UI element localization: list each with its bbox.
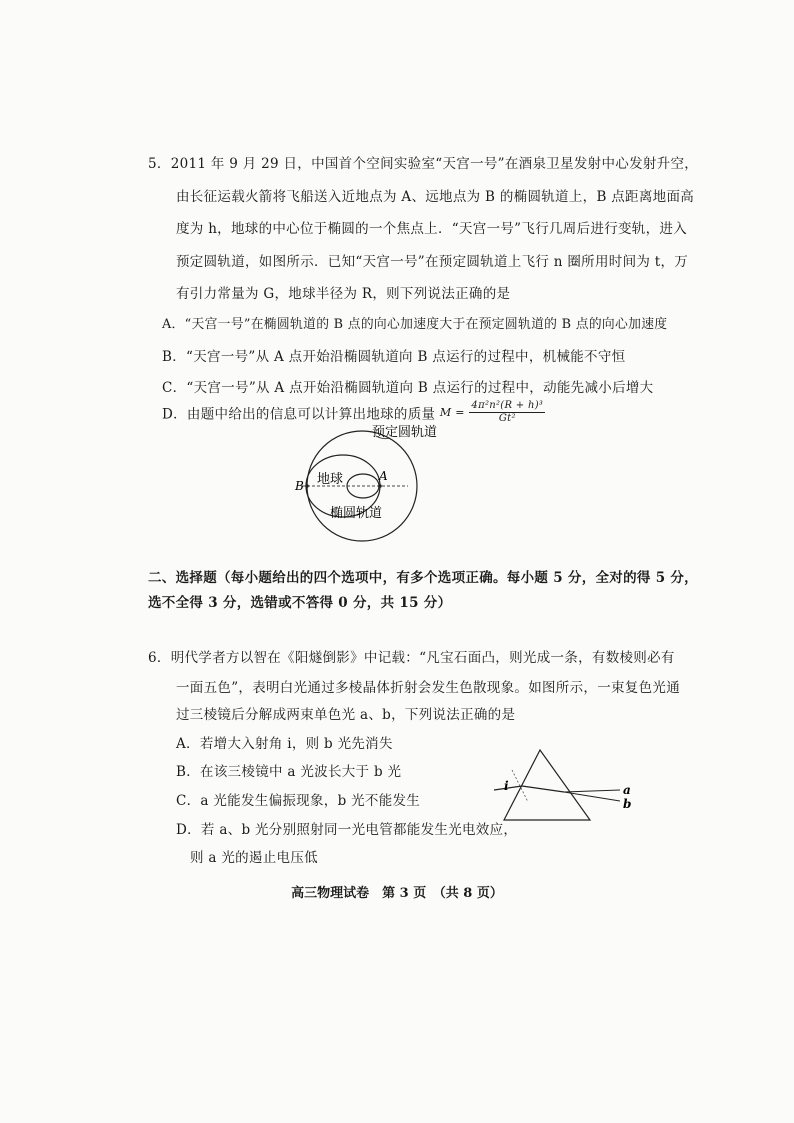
q5-stem-line-4: 预定圆轨道，如图所示．已知“天宫一号”在预定圆轨道上飞行 n 圈所用时间为 t，万: [176, 254, 689, 270]
mass-formula-denominator: Gt²: [498, 413, 516, 424]
page-footer: 高三物理试卷 第 3 页 （共 8 页）: [291, 886, 503, 901]
point-a-label: A: [379, 469, 388, 483]
point-b-label: B: [295, 479, 304, 493]
section-2-line-2: 选不全得 3 分，选错或不答得 0 分，共 15 分）: [148, 595, 452, 611]
angle-i-label: i: [504, 779, 509, 793]
q5-stem-line-2: 由长征运载火箭将飞船送入近地点为 A、远地点为 B 的椭圆轨道上，B 点距离地面高: [176, 189, 695, 205]
ray-b-line: [564, 792, 620, 801]
q5-stem-line-1: 5．2011 年 9 月 29 日，中国首个空间实验室“天宫一号”在酒泉卫星发射中心发射升空，: [148, 156, 699, 172]
ray-b-label: b: [623, 797, 632, 811]
q5-stem-line-5: 有引力常量为 G，地球半径为 R，则下列说法正确的是: [176, 286, 511, 302]
q5-stem-line-3: 度为 h，地球的中心位于椭圆的一个焦点上．“天宫一号”飞行几周后进行变轨，进入: [176, 221, 687, 237]
q5-option-c: C．“天宫一号”从 A 点开始沿椭圆轨道向 B 点运行的过程中，动能先减小后增大: [162, 380, 654, 396]
refracted-ray: [522, 786, 564, 792]
elliptical-orbit-label: 椭圆轨道: [330, 506, 383, 521]
q6-stem-line-3: 过三棱镜后分解成两束单色光 a、b，下列说法正确的是: [176, 707, 516, 723]
q5-option-b: B．“天宫一号”从 A 点开始沿椭圆轨道向 B 点运行的过程中，机械能不守恒: [162, 349, 626, 365]
orbit-diagram: [290, 418, 440, 543]
q6-option-a: A．若增大入射角 i，则 b 光先消失: [176, 736, 393, 752]
q5-option-d-text: D．由题中给出的信息可以计算出地球的质量: [162, 406, 436, 423]
q5-option-a: A．“天宫一号”在椭圆轨道的 B 点的向心加速度大于在预定圆轨道的 B 点的向心加速度: [162, 317, 668, 332]
ray-a-line: [564, 790, 620, 792]
q6-stem-line-2: 一面五色”，表明白光通过多棱晶体折射会发生色散现象。如图所示，一束复色光通: [176, 680, 681, 696]
q6-option-c: C．a 光能发生偏振现象，b 光不能发生: [176, 793, 421, 809]
section-2-line-1: 二、选择题（每小题给出的四个选项中，有多个选项正确。每小题 5 分，全对的得 5 分，: [148, 570, 698, 586]
circular-orbit-label: 预定圆轨道: [372, 425, 438, 440]
point-a-marker: [378, 484, 382, 488]
q6-option-d-line-1: D．若 a、b 光分别照射同一光电管都能发生光电效应，: [176, 822, 518, 838]
ray-a-label: a: [623, 783, 631, 797]
q6-option-b: B．在该三棱镜中 a 光波长大于 b 光: [176, 764, 402, 780]
prism-diagram: [492, 748, 642, 828]
mass-formula: [469, 400, 545, 425]
q6-stem-line-1: 6．明代学者方以智在《阳燧倒影》中记载：“凡宝石面凸，则光成一条，有数棱则必有: [148, 650, 675, 666]
q5-option-d-lhs: M =: [439, 406, 465, 419]
q6-option-d-line-2: 则 a 光的遏止电压低: [190, 850, 318, 866]
prism-shape: [504, 750, 590, 820]
earth-label: 地球: [317, 472, 344, 487]
mass-formula-numerator: 4π²n²(R + h)³: [471, 400, 544, 411]
point-b-marker: [305, 484, 309, 488]
